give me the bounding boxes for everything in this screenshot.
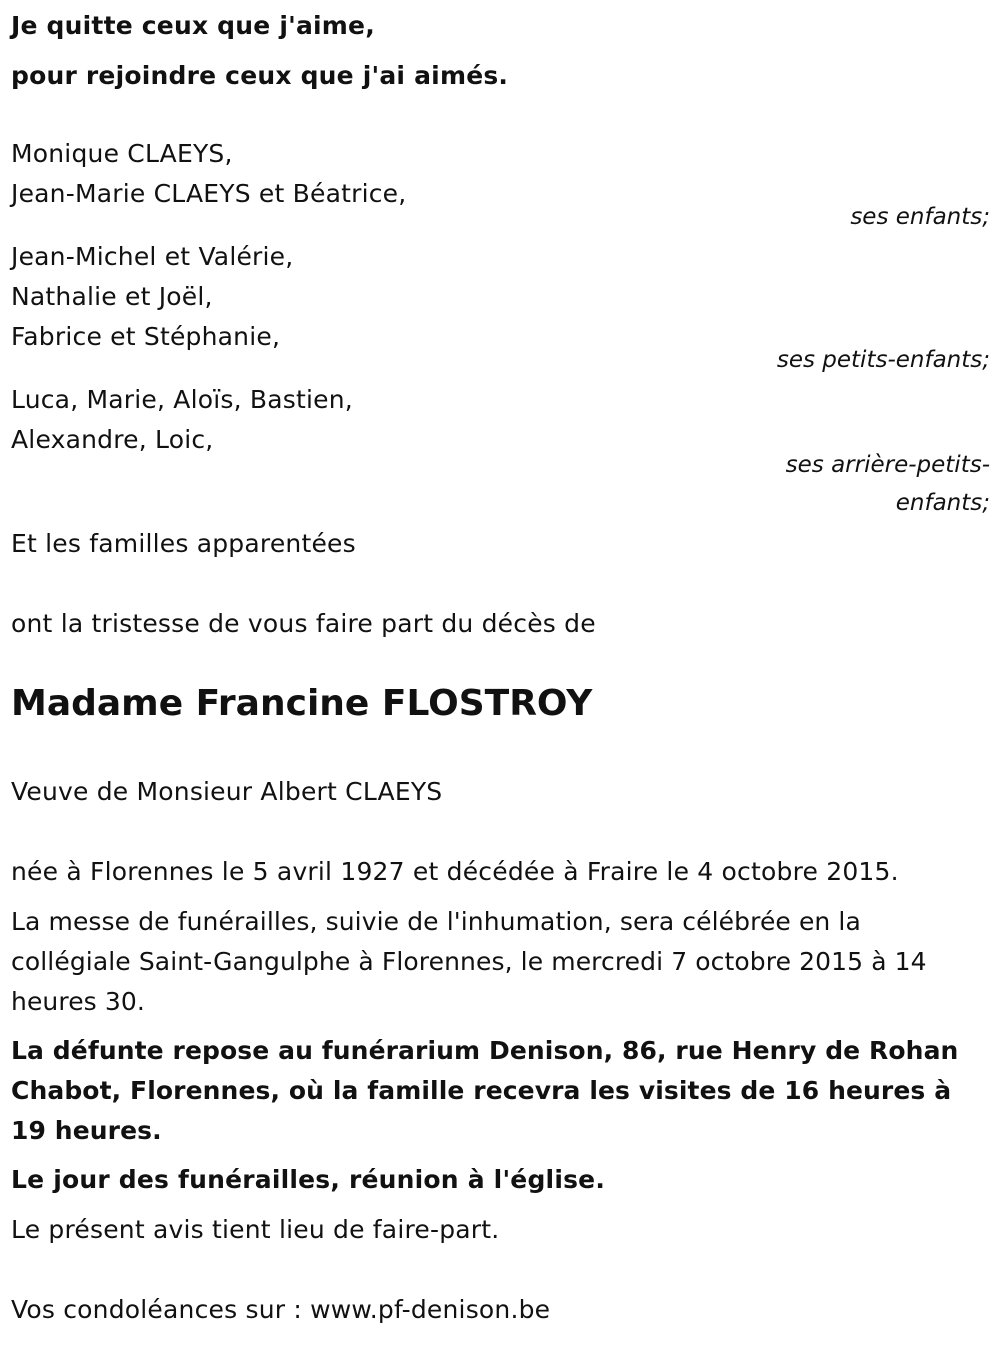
children-role: ses enfants; — [850, 204, 990, 230]
epigraph-line-1: Je quitte ceux que j'aime, — [11, 11, 375, 40]
widow-of-line: Veuve de Monsieur Albert CLAEYS — [11, 777, 443, 806]
great-grandchildren-role-line-2: enfants; — [895, 490, 990, 516]
grandchild-name-2: Nathalie et Joël, — [11, 282, 213, 311]
meeting-line: Le jour des funérailles, réunion à l'église. — [11, 1165, 606, 1194]
grandchild-name-1: Jean-Michel et Valérie, — [11, 242, 294, 271]
grandchild-name-3: Fabrice et Stéphanie, — [11, 322, 281, 351]
great-grandchild-name-1: Luca, Marie, Aloïs, Bastien, — [11, 385, 353, 414]
mass-paragraph: La messe de funérailles, suivie de l'inhumation, sera célébrée en la collégiale Saint-Gangulphe à Florennes, le mercredi 7 octobre 2015 à 14 heures 30. — [11, 907, 927, 1016]
great-grandchild-name-2: Alexandre, Loic, — [11, 425, 214, 454]
child-name-1: Monique CLAEYS, — [11, 139, 233, 168]
great-grandchildren-role-line-1: ses arrière-petits- — [785, 452, 990, 478]
announcement-line: ont la tristesse de vous faire part du décès de — [11, 609, 596, 638]
epigraph-line-2: pour rejoindre ceux que j'ai aimés. — [11, 61, 509, 90]
notice-line: Le présent avis tient lieu de faire-part. — [11, 1215, 500, 1244]
condolences-line: Vos condoléances sur : www.pf-denison.be — [11, 1295, 551, 1324]
birth-death-line: née à Florennes le 5 avril 1927 et décédée à Fraire le 4 octobre 2015. — [11, 857, 899, 886]
deceased-name: Madame Francine FLOSTROY — [11, 683, 593, 724]
child-name-2: Jean-Marie CLAEYS et Béatrice, — [11, 179, 407, 208]
rest-paragraph: La défunte repose au funérarium Denison, 86, rue Henry de Rohan Chabot, Florennes, où la famille recevra les visites de 16 heures à 19 heures. — [11, 1036, 959, 1145]
families-line: Et les familles apparentées — [11, 529, 356, 558]
grandchildren-role: ses petits-enfants; — [776, 347, 990, 373]
